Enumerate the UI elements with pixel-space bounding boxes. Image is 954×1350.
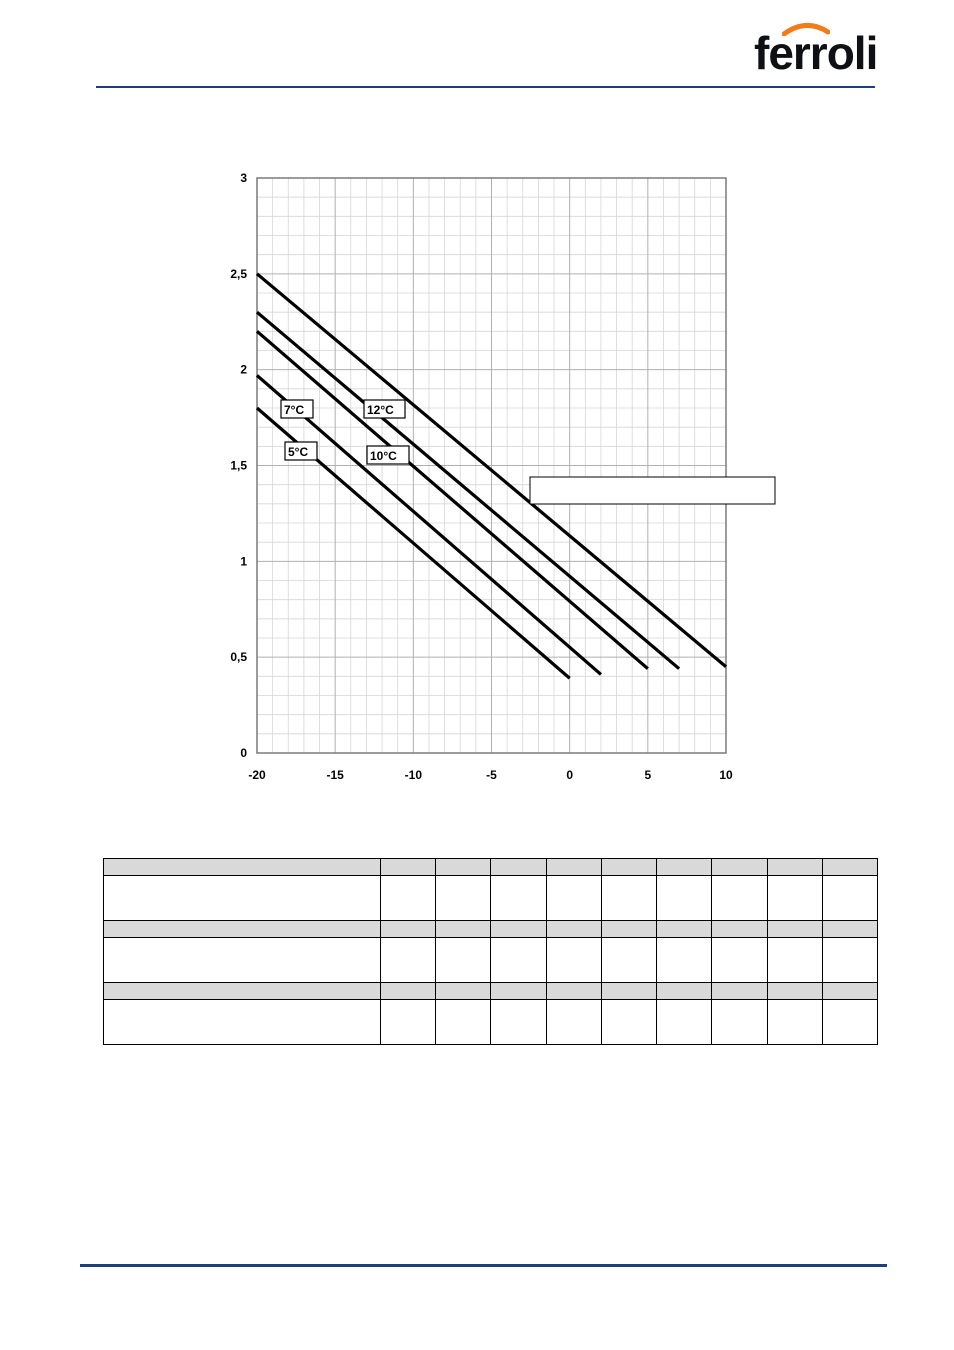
table-cell (381, 859, 436, 876)
table-cell (491, 921, 546, 938)
table-cell (712, 859, 767, 876)
x-tick-label: -15 (326, 768, 344, 782)
table-cell (822, 938, 877, 983)
table-cell (822, 876, 877, 921)
table-cell (436, 876, 491, 921)
table-cell (767, 983, 822, 1000)
table-cell (381, 938, 436, 983)
table-row (104, 1000, 878, 1045)
table-cell (822, 859, 877, 876)
table-cell (491, 876, 546, 921)
y-tick-label: 2 (240, 362, 247, 377)
table-cell (657, 1000, 712, 1045)
table-cell (712, 876, 767, 921)
table-cell (491, 859, 546, 876)
table-cell (104, 876, 381, 921)
header-rule (96, 86, 875, 88)
x-tick-label: -10 (404, 768, 423, 782)
table-cell (104, 938, 381, 983)
table-cell (436, 1000, 491, 1045)
table-cell (822, 921, 877, 938)
table-cell (601, 921, 656, 938)
logo-wordmark: ferroli (754, 27, 878, 79)
table-cell (657, 859, 712, 876)
chart-grid-major (257, 178, 726, 753)
table-cell (381, 1000, 436, 1045)
table-cell (104, 921, 381, 938)
table-cell (767, 1000, 822, 1045)
y-tick-label: 2,5 (230, 266, 247, 281)
table-cell (546, 859, 601, 876)
table-cell (657, 983, 712, 1000)
table-cell (436, 921, 491, 938)
table-cell (104, 1000, 381, 1045)
y-tick-label: 1,5 (230, 458, 247, 473)
y-tick-label: 3 (240, 171, 247, 185)
data-table (103, 858, 878, 1045)
table-row (104, 938, 878, 983)
table-header-row (104, 983, 878, 1000)
table-row (104, 876, 878, 921)
series-label-10: 10°C (370, 449, 397, 463)
chart (200, 160, 800, 800)
table-cell (822, 983, 877, 1000)
table-cell (767, 938, 822, 983)
table-cell (767, 859, 822, 876)
table-cell (601, 938, 656, 983)
table-cell (491, 938, 546, 983)
table-cell (546, 921, 601, 938)
table-cell (381, 876, 436, 921)
table-cell (546, 983, 601, 1000)
table-cell (436, 983, 491, 1000)
table-cell (822, 1000, 877, 1045)
y-tick-labels (230, 171, 247, 760)
table-cell (436, 859, 491, 876)
x-tick-labels (248, 768, 733, 782)
series-label-7: 7°C (284, 403, 305, 417)
ferroli-logo (752, 22, 878, 84)
table-cell (104, 859, 381, 876)
table-cell (767, 921, 822, 938)
table-cell (601, 983, 656, 1000)
table-header-row (104, 921, 878, 938)
x-tick-label: -20 (248, 768, 266, 782)
table-cell (546, 876, 601, 921)
table-cell (436, 938, 491, 983)
annotation-box (530, 477, 775, 504)
y-tick-label: 0 (240, 746, 247, 760)
table-cell (712, 983, 767, 1000)
y-tick-label: 0,5 (230, 650, 247, 665)
table-cell (104, 983, 381, 1000)
table-cell (546, 938, 601, 983)
table-cell (657, 921, 712, 938)
x-tick-label: 5 (644, 768, 652, 782)
footer-rule (80, 1264, 887, 1267)
table-cell (767, 876, 822, 921)
y-tick-label: 1 (240, 554, 247, 569)
table-cell (712, 921, 767, 938)
table-cell (381, 921, 436, 938)
table-cell (491, 1000, 546, 1045)
table-header-row (104, 859, 878, 876)
table-cell (601, 876, 656, 921)
table-cell (657, 938, 712, 983)
x-tick-label: -5 (486, 768, 497, 782)
table-cell (657, 876, 712, 921)
x-tick-label: 0 (566, 768, 574, 782)
table-cell (546, 1000, 601, 1045)
series-labels (281, 400, 409, 464)
table-cell (601, 1000, 656, 1045)
table-cell (601, 859, 656, 876)
table-cell (491, 983, 546, 1000)
table-cell (712, 1000, 767, 1045)
table-cell (381, 983, 436, 1000)
table-cell (712, 938, 767, 983)
x-tick-label: 10 (719, 768, 733, 782)
series-label-5: 5°C (288, 445, 309, 459)
series-label-12: 12°C (367, 403, 394, 417)
